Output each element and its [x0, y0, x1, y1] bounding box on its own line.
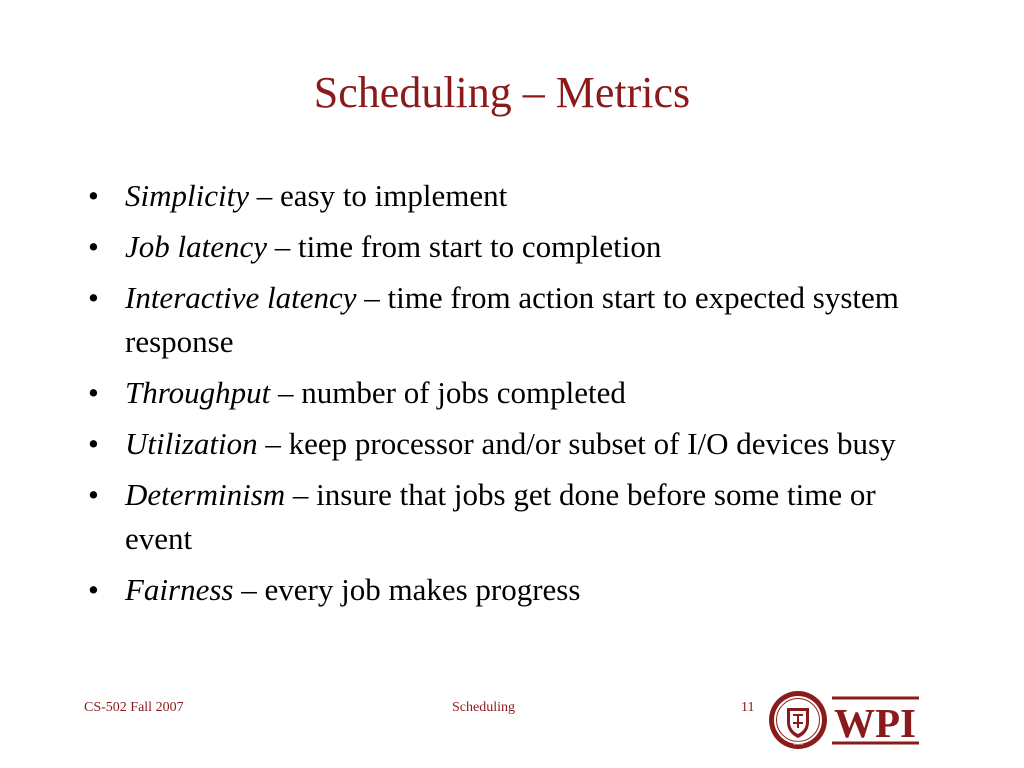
bullet-icon: • — [88, 426, 99, 461]
footer-course: CS-502 Fall 2007 — [84, 700, 184, 715]
bullet-description: keep processor and/or subset of I/O devices busy — [288, 426, 896, 461]
bullet-description: every job makes progress — [264, 572, 581, 607]
bullet-term: Fairness — [125, 572, 234, 607]
footer-topic: Scheduling — [452, 700, 515, 715]
bullet-separator: – — [356, 280, 388, 315]
seal-year: 1865 — [793, 742, 803, 747]
bullet-term: Simplicity — [125, 178, 249, 213]
bullet-item — [84, 568, 924, 612]
bullet-term: Determinism — [125, 477, 286, 512]
bullet-item — [84, 225, 924, 269]
bullet-icon: • — [88, 280, 99, 315]
wpi-seal-icon — [769, 691, 827, 749]
bullet-separator: – — [270, 375, 302, 410]
bullet-term: Throughput — [125, 375, 271, 410]
bullet-item — [84, 473, 924, 561]
bullet-icon: • — [88, 477, 99, 512]
bullet-icon: • — [88, 572, 99, 607]
bullet-separator: – — [267, 229, 299, 264]
bullet-term: Utilization — [125, 426, 258, 461]
bullet-description: insure that jobs get done before some time or event — [125, 477, 876, 556]
bullet-item — [84, 276, 924, 364]
wpi-logo — [768, 688, 920, 752]
bullet-icon: • — [88, 229, 99, 264]
bullet-separator: – — [257, 426, 289, 461]
bullet-list — [84, 174, 924, 619]
bullet-item — [84, 422, 924, 466]
bullet-icon: • — [88, 178, 99, 213]
bullet-item — [84, 371, 924, 415]
bullet-separator: – — [233, 572, 265, 607]
bullet-term: Job latency — [125, 229, 268, 264]
bullet-term: Interactive latency — [125, 280, 357, 315]
slide-title: Scheduling – Metrics — [313, 68, 691, 117]
wpi-logo-text: WPI — [834, 700, 916, 746]
bullet-icon: • — [88, 375, 99, 410]
bullet-separator: – — [248, 178, 280, 213]
bullet-description: time from action start to expected system response — [125, 280, 899, 359]
bullet-item — [84, 174, 924, 218]
bullet-separator: – — [285, 477, 317, 512]
bullet-description: easy to implement — [279, 178, 508, 213]
bullet-description: time from start to completion — [298, 229, 662, 264]
footer-page-number: 11 — [741, 700, 755, 715]
bullet-description: number of jobs completed — [301, 375, 626, 410]
